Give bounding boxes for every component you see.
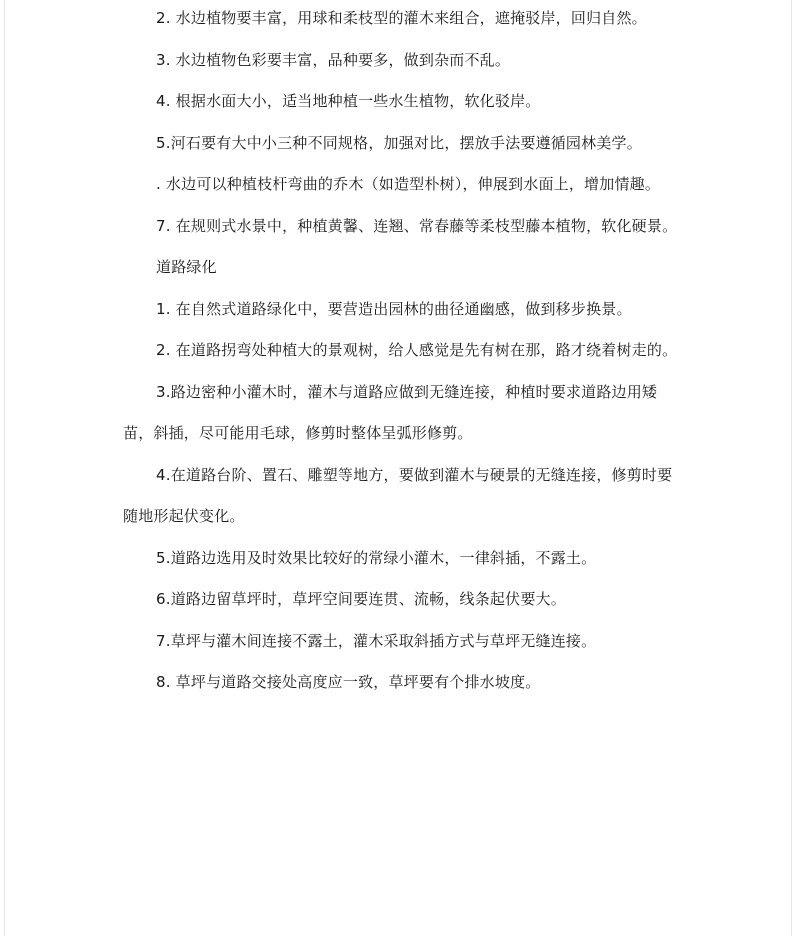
page-edge-left [4, 0, 5, 936]
paragraph-lawn-space: 6.道路边留草坪时，草坪空间要连贯、流畅，线条起伏要大。 [156, 590, 566, 608]
paragraph-waterside-plant-colors: 3. 水边植物色彩要丰富，品种要多，做到杂而不乱。 [156, 50, 511, 69]
paragraph-evergreen-shrubs: 5.道路边选用及时效果比较好的常绿小灌木，一律斜插，不露土。 [156, 548, 597, 567]
section-heading-road-greening: 道路绿化 [156, 258, 217, 276]
paragraph-curved-trees: . 水边可以种植枝杆弯曲的乔木（如造型朴树），伸展到水面上，增加情趣。 [156, 175, 661, 193]
paragraph-lawn-shrub-connection: 7.草坪与灌木间连接不露土，灌木采取斜插方式与草坪无缝连接。 [156, 631, 597, 650]
paragraph-road-bend-trees: 2. 在道路拐弯处种植大的景观树，给人感觉是先有树在那，路才绕着树走的。 [156, 341, 678, 359]
paragraph-dense-shrubs: 3.路边密种小灌木时，灌木与道路应做到无缝连接，种植时要求道路边用矮苗，斜插，尽可能用毛球，修剪时整体呈弧形修剪。 [123, 382, 658, 442]
paragraph-natural-road-greening: 1. 在自然式道路绿化中，要营造出园林的曲径通幽感，做到移步换景。 [156, 299, 632, 318]
paragraph-waterside-plants-rich: 2. 水边植物要丰富，用球和柔枝型的灌木来组合，遮掩驳岸，回归自然。 [156, 9, 647, 27]
paragraph-aquatic-plants: 4. 根据水面大小，适当地种植一些水生植物，软化驳岸。 [156, 92, 541, 110]
paragraph-river-stones: 5.河石要有大中小三种不同规格，加强对比，摆放手法要遵循园林美学。 [156, 133, 642, 152]
page-edge-right [791, 0, 792, 936]
paragraph-lawn-road-junction: 8. 草坪与道路交接处高度应一致，草坪要有个排水坡度。 [156, 673, 541, 691]
paragraph-regular-waterscape: 7. 在规则式水景中，种植黄馨、连翘、常春藤等柔枝型藤本植物，软化硬景。 [156, 216, 678, 235]
document-body [123, 0, 681, 704]
paragraph-steps-and-stones: 4.在道路台阶、置石、雕塑等地方，要做到灌木与硬景的无缝连接，修剪时要随地形起伏变化。 [123, 465, 673, 525]
